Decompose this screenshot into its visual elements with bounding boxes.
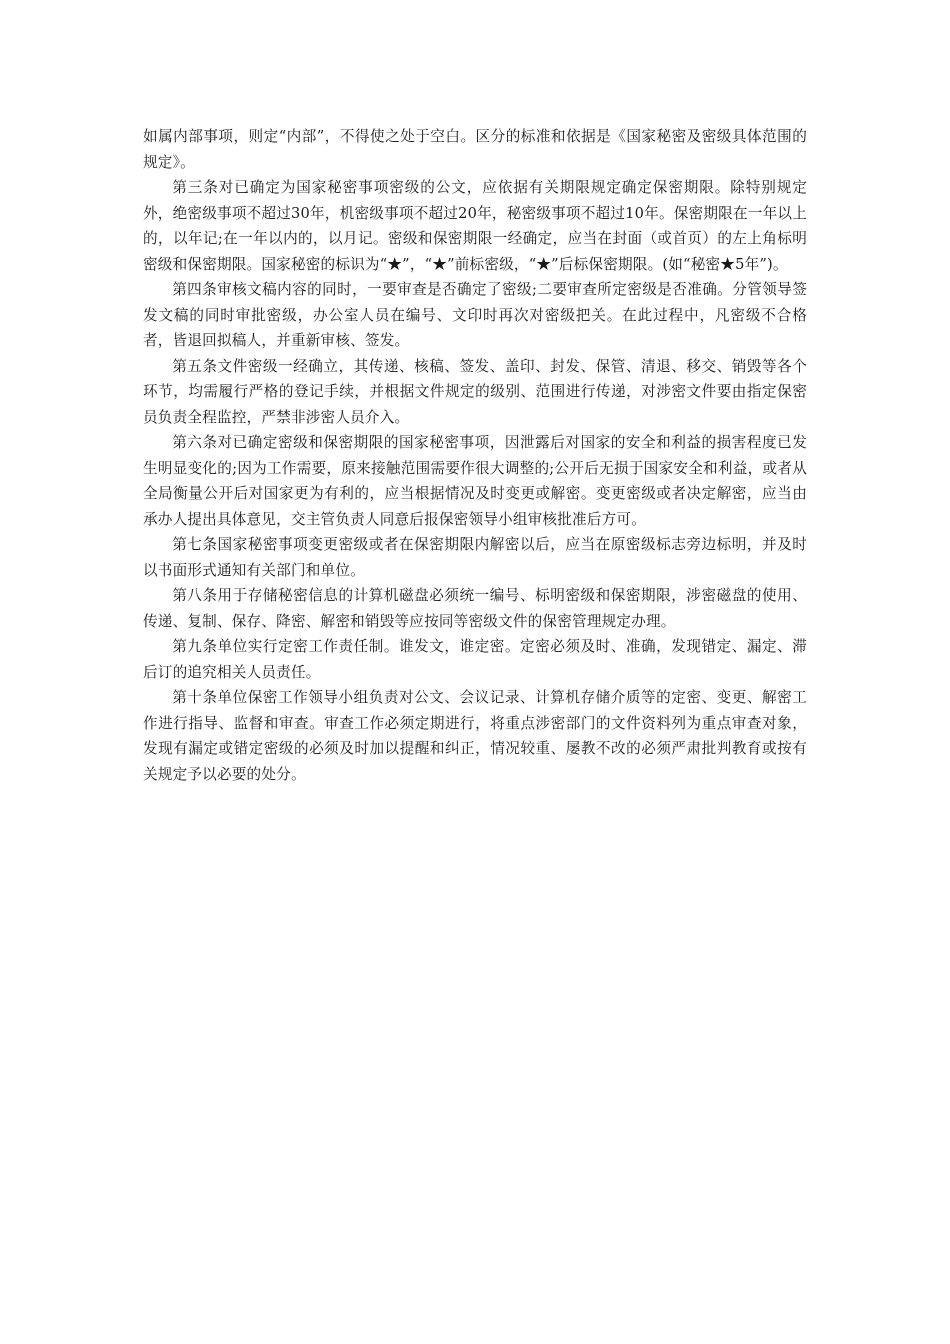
paragraph-article-8: 第八条用于存储秘密信息的计算机磁盘必须统一编号、标明密级和保密期限，涉密磁盘的使用、传递、复制、保存、降密、解密和销毁等应按同等密级文件的保密管理规定办理。 (143, 587, 807, 630)
paragraph-article-7: 第七条国家秘密事项变更密级或者在保密期限内解密以后，应当在原密级标志旁边标明，并及时以书面形式通知有关部门和单位。 (143, 536, 807, 579)
paragraph-article-10: 第十条单位保密工作领导小组负责对公文、会议记录、计算机存储介质等的定密、变更、解密工作进行指导、监督和审查。审查工作必须定期进行，将重点涉密部门的文件资料列为重点审查对象，发现有漏定或错定密级的必须及时加以提醒和纠正，情况较重、屡教不改的必须严肃批判教育或按有关规定予以必要的处分。 (143, 689, 807, 783)
paragraph-article-6: 第六条对已确定密级和保密期限的国家秘密事项，因泄露后对国家的安全和利益的损害程度已发生明显变化的;因为工作需要，原来接触范围需要作很大调整的;公开后无损于国家安全和利益，或者从全局衡量公开后对国家更为有利的，应当根据情况及时变更或解密。变更密级或者决定解密，应当由承办人提出具体意见，交主管负责人同意后报保密领导小组审核批准后方可。 (143, 434, 807, 528)
paragraph-article-4: 第四条审核文稿内容的同时，一要审查是否确定了密级;二要审查所定密级是否准确。分管领导签发文稿的同时审批密级，办公室人员在编号、文印时再次对密级把关。在此过程中，凡密级不合格者，皆退回拟稿人，并重新审核、签发。 (143, 281, 807, 349)
paragraph-article-9: 第九条单位实行定密工作责任制。谁发文，谁定密。定密必须及时、准确，发现错定、漏定、滞后订的追究相关人员责任。 (143, 638, 807, 681)
paragraph-article-5: 第五条文件密级一经确立，其传递、核稿、签发、盖印、封发、保管、清退、移交、销毁等各个环节，均需履行严格的登记手续，并根据文件规定的级别、范围进行传递，对涉密文件要由指定保密员负责全程监控，严禁非涉密人员介入。 (143, 357, 807, 426)
paragraph-article-3: 第三条对已确定为国家秘密事项密级的公文，应依据有关期限规定确定保密期限。除特别规定外，绝密级事项不超过30年，机密级事项不超过20年，秘密级事项不超过10年。保密期限在一年以上的，以年记;在一年以内的，以月记。密级和保密期限一经确定，应当在封面（或首页）的左上角标明密级和保密期限。国家秘密的标识为“★”，“★”前标密级，“★”后标保密期限。(如“秘密★5年”)。 (143, 179, 807, 273)
document-body (143, 124, 807, 787)
paragraph-continuation: 如属内部事项，则定“内部”，不得使之处于空白。区分的标准和依据是《国家秘密及密级具体范围的规定》。 (143, 128, 807, 171)
